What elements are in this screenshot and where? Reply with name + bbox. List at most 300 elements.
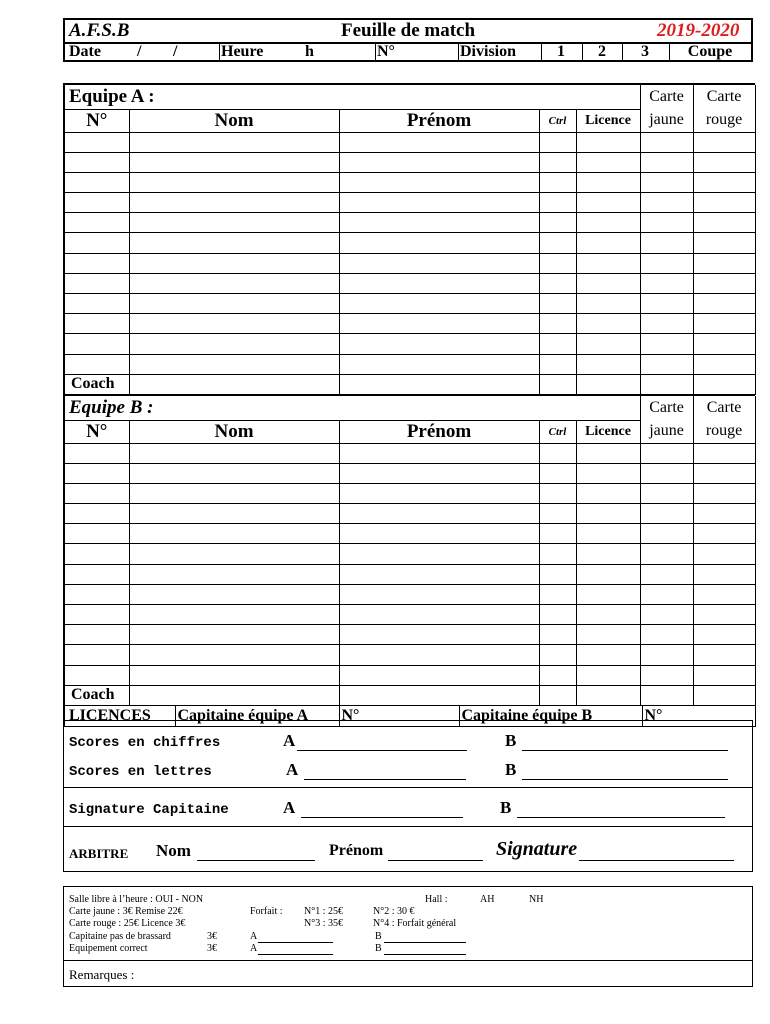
player-cell[interactable] bbox=[539, 625, 576, 645]
coach-label: Coach bbox=[65, 685, 129, 705]
player-cell[interactable] bbox=[640, 152, 693, 172]
player-cell[interactable] bbox=[576, 233, 640, 253]
player-row bbox=[65, 233, 755, 253]
player-cell[interactable] bbox=[640, 524, 693, 544]
captain-b-number-label[interactable]: N° bbox=[642, 705, 755, 726]
sheet-title: Feuille de match bbox=[341, 20, 476, 41]
referee-signature-label: Signature bbox=[496, 838, 578, 860]
player-cell[interactable] bbox=[539, 294, 576, 314]
player-row bbox=[65, 132, 755, 152]
player-row bbox=[65, 354, 755, 374]
player-cell[interactable] bbox=[539, 544, 576, 564]
player-cell[interactable] bbox=[65, 152, 129, 172]
score-b-letters-label: B bbox=[505, 760, 517, 779]
referee-label: ARBITRE bbox=[69, 846, 129, 861]
player-cell[interactable] bbox=[65, 544, 129, 564]
captain-armband-b-label: B bbox=[375, 931, 382, 942]
equipment-a-field[interactable] bbox=[258, 943, 333, 955]
player-cell[interactable] bbox=[539, 483, 576, 503]
player-cell[interactable] bbox=[129, 233, 339, 253]
name-column-header: Nom bbox=[129, 109, 339, 132]
yellow-card-header-2: jaune bbox=[640, 420, 693, 443]
player-cell[interactable] bbox=[539, 253, 576, 273]
player-cell[interactable] bbox=[65, 294, 129, 314]
player-cell[interactable] bbox=[339, 524, 539, 544]
red-card-fee: Carte rouge : 25€ Licence 3€ bbox=[69, 918, 186, 929]
player-row bbox=[65, 443, 755, 463]
player-cell[interactable] bbox=[65, 273, 129, 293]
player-cell[interactable] bbox=[693, 584, 755, 604]
player-cell[interactable] bbox=[640, 213, 693, 233]
number-column-header: N° bbox=[65, 109, 129, 132]
player-cell[interactable] bbox=[339, 645, 539, 665]
coach-row bbox=[65, 685, 755, 705]
player-row bbox=[65, 463, 755, 483]
player-cell[interactable] bbox=[640, 463, 693, 483]
scores-section bbox=[63, 720, 753, 872]
player-cell[interactable] bbox=[339, 354, 539, 374]
player-cell[interactable] bbox=[640, 665, 693, 685]
player-cell[interactable] bbox=[539, 334, 576, 354]
player-cell[interactable] bbox=[693, 504, 755, 524]
player-cell[interactable] bbox=[693, 354, 755, 374]
player-cell[interactable] bbox=[576, 314, 640, 334]
player-cell[interactable] bbox=[539, 193, 576, 213]
player-cell[interactable] bbox=[693, 213, 755, 233]
player-cell[interactable] bbox=[640, 605, 693, 625]
player-cell[interactable] bbox=[539, 152, 576, 172]
player-cell[interactable] bbox=[129, 504, 339, 524]
player-cell[interactable] bbox=[693, 524, 755, 544]
referee-name-field[interactable] bbox=[197, 841, 315, 861]
player-cell[interactable] bbox=[339, 463, 539, 483]
licences-label: LICENCES bbox=[65, 705, 175, 726]
coach-cell[interactable] bbox=[129, 374, 339, 394]
player-cell[interactable] bbox=[576, 645, 640, 665]
yellow-card-header: Carte bbox=[640, 85, 693, 109]
captain-armband-fee: 3€ bbox=[207, 931, 217, 942]
player-cell[interactable] bbox=[65, 524, 129, 544]
player-cell[interactable] bbox=[65, 645, 129, 665]
match-number-label: N° bbox=[377, 43, 395, 60]
cup-option[interactable]: Coupe bbox=[687, 43, 733, 60]
player-cell[interactable] bbox=[640, 443, 693, 463]
player-cell[interactable] bbox=[576, 253, 640, 273]
player-cell[interactable] bbox=[640, 544, 693, 564]
coach-row bbox=[65, 374, 755, 394]
coach-label: Coach bbox=[65, 374, 129, 394]
coach-cell[interactable] bbox=[576, 374, 640, 394]
player-cell[interactable] bbox=[539, 504, 576, 524]
player-row bbox=[65, 483, 755, 503]
player-cell[interactable] bbox=[339, 483, 539, 503]
player-cell[interactable] bbox=[693, 294, 755, 314]
captain-b-label: Capitaine équipe B bbox=[459, 705, 642, 726]
player-cell[interactable] bbox=[576, 334, 640, 354]
hall-option-nh[interactable]: NH bbox=[529, 894, 544, 905]
player-cell[interactable] bbox=[576, 294, 640, 314]
player-cell[interactable] bbox=[576, 273, 640, 293]
red-card-header: Carte bbox=[693, 396, 755, 420]
score-b-digits-field[interactable] bbox=[522, 731, 728, 751]
player-cell[interactable] bbox=[576, 463, 640, 483]
player-cell[interactable] bbox=[129, 564, 339, 584]
player-cell[interactable] bbox=[693, 483, 755, 503]
referee-firstname-label: Prénom bbox=[329, 842, 384, 859]
player-cell[interactable] bbox=[65, 483, 129, 503]
score-a-letters-field[interactable] bbox=[304, 760, 466, 780]
player-cell[interactable] bbox=[576, 443, 640, 463]
player-cell[interactable] bbox=[640, 314, 693, 334]
player-row bbox=[65, 564, 755, 584]
team-a-table bbox=[65, 85, 756, 395]
remarks-label: Remarques : bbox=[69, 967, 135, 982]
coach-cell[interactable] bbox=[693, 374, 755, 394]
player-cell[interactable] bbox=[539, 273, 576, 293]
season-label: 2019-2020 bbox=[657, 20, 740, 41]
player-cell[interactable] bbox=[576, 605, 640, 625]
player-row bbox=[65, 314, 755, 334]
player-cell[interactable] bbox=[693, 665, 755, 685]
player-cell[interactable] bbox=[693, 605, 755, 625]
coach-cell[interactable] bbox=[339, 374, 539, 394]
player-row bbox=[65, 273, 755, 293]
player-cell[interactable] bbox=[640, 483, 693, 503]
equipment-b-label: B bbox=[375, 943, 382, 954]
player-cell[interactable] bbox=[640, 294, 693, 314]
player-cell[interactable] bbox=[339, 193, 539, 213]
player-row bbox=[65, 334, 755, 354]
scores-letters-label: Scores en lettres bbox=[69, 764, 212, 780]
player-cell[interactable] bbox=[693, 253, 755, 273]
referee-signature-field[interactable] bbox=[579, 841, 734, 861]
player-cell[interactable] bbox=[129, 172, 339, 192]
club-name: A.F.S.B bbox=[69, 20, 130, 41]
player-cell[interactable] bbox=[640, 504, 693, 524]
hall-label: Hall : bbox=[425, 894, 448, 905]
player-cell[interactable] bbox=[539, 213, 576, 233]
player-cell[interactable] bbox=[339, 584, 539, 604]
scores-digits-label: Scores en chiffres bbox=[69, 735, 221, 751]
forfait-n4: N°4 : Forfait général bbox=[373, 918, 457, 929]
player-row bbox=[65, 504, 755, 524]
player-cell[interactable] bbox=[576, 665, 640, 685]
player-cell[interactable] bbox=[65, 193, 129, 213]
player-cell[interactable] bbox=[129, 544, 339, 564]
player-cell[interactable] bbox=[339, 152, 539, 172]
player-cell[interactable] bbox=[129, 524, 339, 544]
player-cell[interactable] bbox=[129, 443, 339, 463]
player-cell[interactable] bbox=[129, 625, 339, 645]
hall-option-ah[interactable]: AH bbox=[480, 894, 495, 905]
player-row bbox=[65, 665, 755, 685]
division-2[interactable]: 2 bbox=[598, 43, 606, 60]
player-cell[interactable] bbox=[640, 253, 693, 273]
player-cell[interactable] bbox=[65, 172, 129, 192]
score-a-digits-field[interactable] bbox=[297, 731, 467, 751]
player-cell[interactable] bbox=[339, 504, 539, 524]
coach-cell[interactable] bbox=[576, 685, 640, 705]
player-cell[interactable] bbox=[576, 354, 640, 374]
player-cell[interactable] bbox=[693, 625, 755, 645]
score-a-digits-label: A bbox=[283, 731, 296, 750]
player-cell[interactable] bbox=[693, 463, 755, 483]
team-a-title: Equipe A : bbox=[69, 85, 155, 107]
player-cell[interactable] bbox=[693, 564, 755, 584]
date-label: Date bbox=[69, 43, 101, 60]
player-cell[interactable] bbox=[576, 544, 640, 564]
player-cell[interactable] bbox=[539, 354, 576, 374]
player-cell[interactable] bbox=[129, 584, 339, 604]
player-row bbox=[65, 294, 755, 314]
player-row bbox=[65, 544, 755, 564]
referee-firstname-field[interactable] bbox=[388, 841, 483, 861]
signature-b-field[interactable] bbox=[517, 798, 725, 818]
forfait-n2: N°2 : 30 € bbox=[373, 906, 415, 917]
player-cell[interactable] bbox=[539, 172, 576, 192]
player-cell[interactable] bbox=[129, 273, 339, 293]
player-cell[interactable] bbox=[640, 625, 693, 645]
player-cell[interactable] bbox=[539, 665, 576, 685]
player-cell[interactable] bbox=[129, 132, 339, 152]
equipment-text: Equipement correct bbox=[69, 943, 148, 954]
player-cell[interactable] bbox=[640, 132, 693, 152]
signature-a-field[interactable] bbox=[301, 798, 463, 818]
captain-armband-a-label: A bbox=[250, 931, 258, 942]
red-card-header-2: rouge bbox=[693, 420, 755, 443]
player-cell[interactable] bbox=[539, 564, 576, 584]
player-cell[interactable] bbox=[576, 584, 640, 604]
player-row bbox=[65, 605, 755, 625]
player-cell[interactable] bbox=[65, 504, 129, 524]
division-3[interactable]: 3 bbox=[641, 43, 649, 60]
player-cell[interactable] bbox=[539, 233, 576, 253]
player-cell[interactable] bbox=[576, 483, 640, 503]
score-a-letters-label: A bbox=[286, 760, 299, 779]
player-cell[interactable] bbox=[539, 314, 576, 334]
coach-cell[interactable] bbox=[640, 685, 693, 705]
yellow-card-header: Carte bbox=[640, 396, 693, 420]
player-row bbox=[65, 524, 755, 544]
player-row bbox=[65, 193, 755, 213]
player-cell[interactable] bbox=[65, 132, 129, 152]
player-cell[interactable] bbox=[693, 273, 755, 293]
player-cell[interactable] bbox=[129, 152, 339, 172]
player-cell[interactable] bbox=[640, 645, 693, 665]
player-cell[interactable] bbox=[693, 314, 755, 334]
player-cell[interactable] bbox=[339, 233, 539, 253]
player-cell[interactable] bbox=[129, 665, 339, 685]
player-cell[interactable] bbox=[640, 233, 693, 253]
player-cell[interactable] bbox=[693, 193, 755, 213]
yellow-card-fee: Carte jaune : 3€ Remise 22€ bbox=[69, 906, 183, 917]
time-label: Heure bbox=[221, 43, 264, 60]
player-cell[interactable] bbox=[65, 584, 129, 604]
score-b-letters-field[interactable] bbox=[522, 760, 728, 780]
player-cell[interactable] bbox=[693, 544, 755, 564]
player-cell[interactable] bbox=[539, 132, 576, 152]
player-cell[interactable] bbox=[693, 233, 755, 253]
match-header bbox=[63, 18, 753, 62]
division-1[interactable]: 1 bbox=[557, 43, 565, 60]
player-cell[interactable] bbox=[693, 334, 755, 354]
player-cell[interactable] bbox=[65, 443, 129, 463]
player-row bbox=[65, 625, 755, 645]
player-cell[interactable] bbox=[339, 314, 539, 334]
signature-a-label: A bbox=[283, 798, 296, 817]
coach-cell[interactable] bbox=[339, 685, 539, 705]
player-cell[interactable] bbox=[339, 334, 539, 354]
player-cell[interactable] bbox=[339, 253, 539, 273]
score-b-digits-label: B bbox=[505, 731, 517, 750]
player-cell[interactable] bbox=[576, 625, 640, 645]
coach-cell[interactable] bbox=[693, 685, 755, 705]
player-cell[interactable] bbox=[339, 172, 539, 192]
player-cell[interactable] bbox=[693, 443, 755, 463]
player-cell[interactable] bbox=[339, 544, 539, 564]
team-b-title: Equipe B : bbox=[69, 396, 154, 418]
date-sep: / bbox=[137, 43, 142, 60]
player-cell[interactable] bbox=[129, 354, 339, 374]
player-cell[interactable] bbox=[576, 564, 640, 584]
control-column-header: Ctrl bbox=[539, 420, 576, 443]
player-cell[interactable] bbox=[129, 253, 339, 273]
player-cell[interactable] bbox=[129, 213, 339, 233]
captain-armband-a-field[interactable] bbox=[258, 931, 333, 943]
equipment-fee: 3€ bbox=[207, 943, 217, 954]
player-cell[interactable] bbox=[539, 463, 576, 483]
player-row bbox=[65, 172, 755, 192]
player-cell[interactable] bbox=[576, 524, 640, 544]
red-card-header: Carte bbox=[693, 85, 755, 109]
player-cell[interactable] bbox=[129, 334, 339, 354]
player-cell[interactable] bbox=[65, 253, 129, 273]
player-cell[interactable] bbox=[65, 625, 129, 645]
captain-a-number-label[interactable]: N° bbox=[339, 705, 459, 726]
team-a-section bbox=[63, 83, 755, 395]
player-cell[interactable] bbox=[640, 334, 693, 354]
player-cell[interactable] bbox=[640, 193, 693, 213]
captain-a-label: Capitaine équipe A bbox=[175, 705, 339, 726]
player-cell[interactable] bbox=[640, 584, 693, 604]
captain-armband-text: Capitaine pas de brassard bbox=[69, 931, 171, 942]
player-cell[interactable] bbox=[129, 605, 339, 625]
player-cell[interactable] bbox=[339, 132, 539, 152]
player-cell[interactable] bbox=[539, 605, 576, 625]
player-cell[interactable] bbox=[65, 334, 129, 354]
player-cell[interactable] bbox=[693, 172, 755, 192]
signature-b-label: B bbox=[500, 798, 512, 817]
yellow-card-header-2: jaune bbox=[640, 109, 693, 132]
player-cell[interactable] bbox=[129, 294, 339, 314]
division-label: Division bbox=[460, 43, 517, 60]
player-cell[interactable] bbox=[65, 605, 129, 625]
player-cell[interactable] bbox=[65, 463, 129, 483]
coach-cell[interactable] bbox=[539, 374, 576, 394]
forfait-label: Forfait : bbox=[250, 906, 283, 917]
control-column-header: Ctrl bbox=[539, 109, 576, 132]
licence-column-header: Licence bbox=[576, 420, 640, 443]
number-column-header: N° bbox=[65, 420, 129, 443]
player-cell[interactable] bbox=[129, 193, 339, 213]
player-cell[interactable] bbox=[339, 605, 539, 625]
referee-name-label: Nom bbox=[156, 841, 191, 860]
player-cell[interactable] bbox=[339, 294, 539, 314]
player-row bbox=[65, 152, 755, 172]
player-cell[interactable] bbox=[693, 645, 755, 665]
player-row bbox=[65, 645, 755, 665]
player-cell[interactable] bbox=[539, 524, 576, 544]
player-cell[interactable] bbox=[539, 443, 576, 463]
equipment-a-label: A bbox=[250, 943, 258, 954]
rules-section bbox=[63, 886, 753, 987]
player-cell[interactable] bbox=[339, 443, 539, 463]
player-cell[interactable] bbox=[576, 172, 640, 192]
licence-column-header: Licence bbox=[576, 109, 640, 132]
equipment-b-field[interactable] bbox=[384, 943, 466, 955]
player-cell[interactable] bbox=[576, 132, 640, 152]
player-cell[interactable] bbox=[129, 483, 339, 503]
player-cell[interactable] bbox=[129, 314, 339, 334]
coach-cell[interactable] bbox=[640, 374, 693, 394]
player-cell[interactable] bbox=[640, 354, 693, 374]
red-card-header-2: rouge bbox=[693, 109, 755, 132]
time-unit: h bbox=[305, 43, 314, 60]
player-cell[interactable] bbox=[339, 564, 539, 584]
team-b-section bbox=[63, 394, 755, 727]
player-cell[interactable] bbox=[65, 213, 129, 233]
player-cell[interactable] bbox=[576, 152, 640, 172]
player-cell[interactable] bbox=[65, 233, 129, 253]
hall-free-text: Salle libre à l’heure : OUI - NON bbox=[69, 894, 204, 905]
coach-cell[interactable] bbox=[129, 685, 339, 705]
player-cell[interactable] bbox=[65, 665, 129, 685]
player-cell[interactable] bbox=[539, 645, 576, 665]
player-cell[interactable] bbox=[693, 152, 755, 172]
name-column-header: Nom bbox=[129, 420, 339, 443]
player-row bbox=[65, 584, 755, 604]
firstname-column-header: Prénom bbox=[339, 420, 539, 443]
forfait-n1: N°1 : 25€ bbox=[304, 906, 343, 917]
player-cell[interactable] bbox=[65, 564, 129, 584]
player-cell[interactable] bbox=[539, 584, 576, 604]
date-sep: / bbox=[173, 43, 178, 60]
player-cell[interactable] bbox=[640, 273, 693, 293]
player-cell[interactable] bbox=[65, 314, 129, 334]
player-cell[interactable] bbox=[640, 172, 693, 192]
player-cell[interactable] bbox=[339, 625, 539, 645]
captain-armband-b-field[interactable] bbox=[384, 931, 466, 943]
player-cell[interactable] bbox=[576, 213, 640, 233]
player-row bbox=[65, 213, 755, 233]
firstname-column-header: Prénom bbox=[339, 109, 539, 132]
player-cell[interactable] bbox=[576, 193, 640, 213]
coach-cell[interactable] bbox=[539, 685, 576, 705]
player-row bbox=[65, 253, 755, 273]
captain-signature-label: Signature Capitaine bbox=[69, 802, 229, 818]
player-cell[interactable] bbox=[129, 463, 339, 483]
player-cell[interactable] bbox=[339, 665, 539, 685]
player-cell[interactable] bbox=[339, 273, 539, 293]
player-cell[interactable] bbox=[129, 645, 339, 665]
forfait-n3: N°3 : 35€ bbox=[304, 918, 343, 929]
player-cell[interactable] bbox=[65, 354, 129, 374]
player-cell[interactable] bbox=[576, 504, 640, 524]
player-cell[interactable] bbox=[693, 132, 755, 152]
player-cell[interactable] bbox=[339, 213, 539, 233]
team-b-table bbox=[65, 396, 756, 706]
player-cell[interactable] bbox=[640, 564, 693, 584]
